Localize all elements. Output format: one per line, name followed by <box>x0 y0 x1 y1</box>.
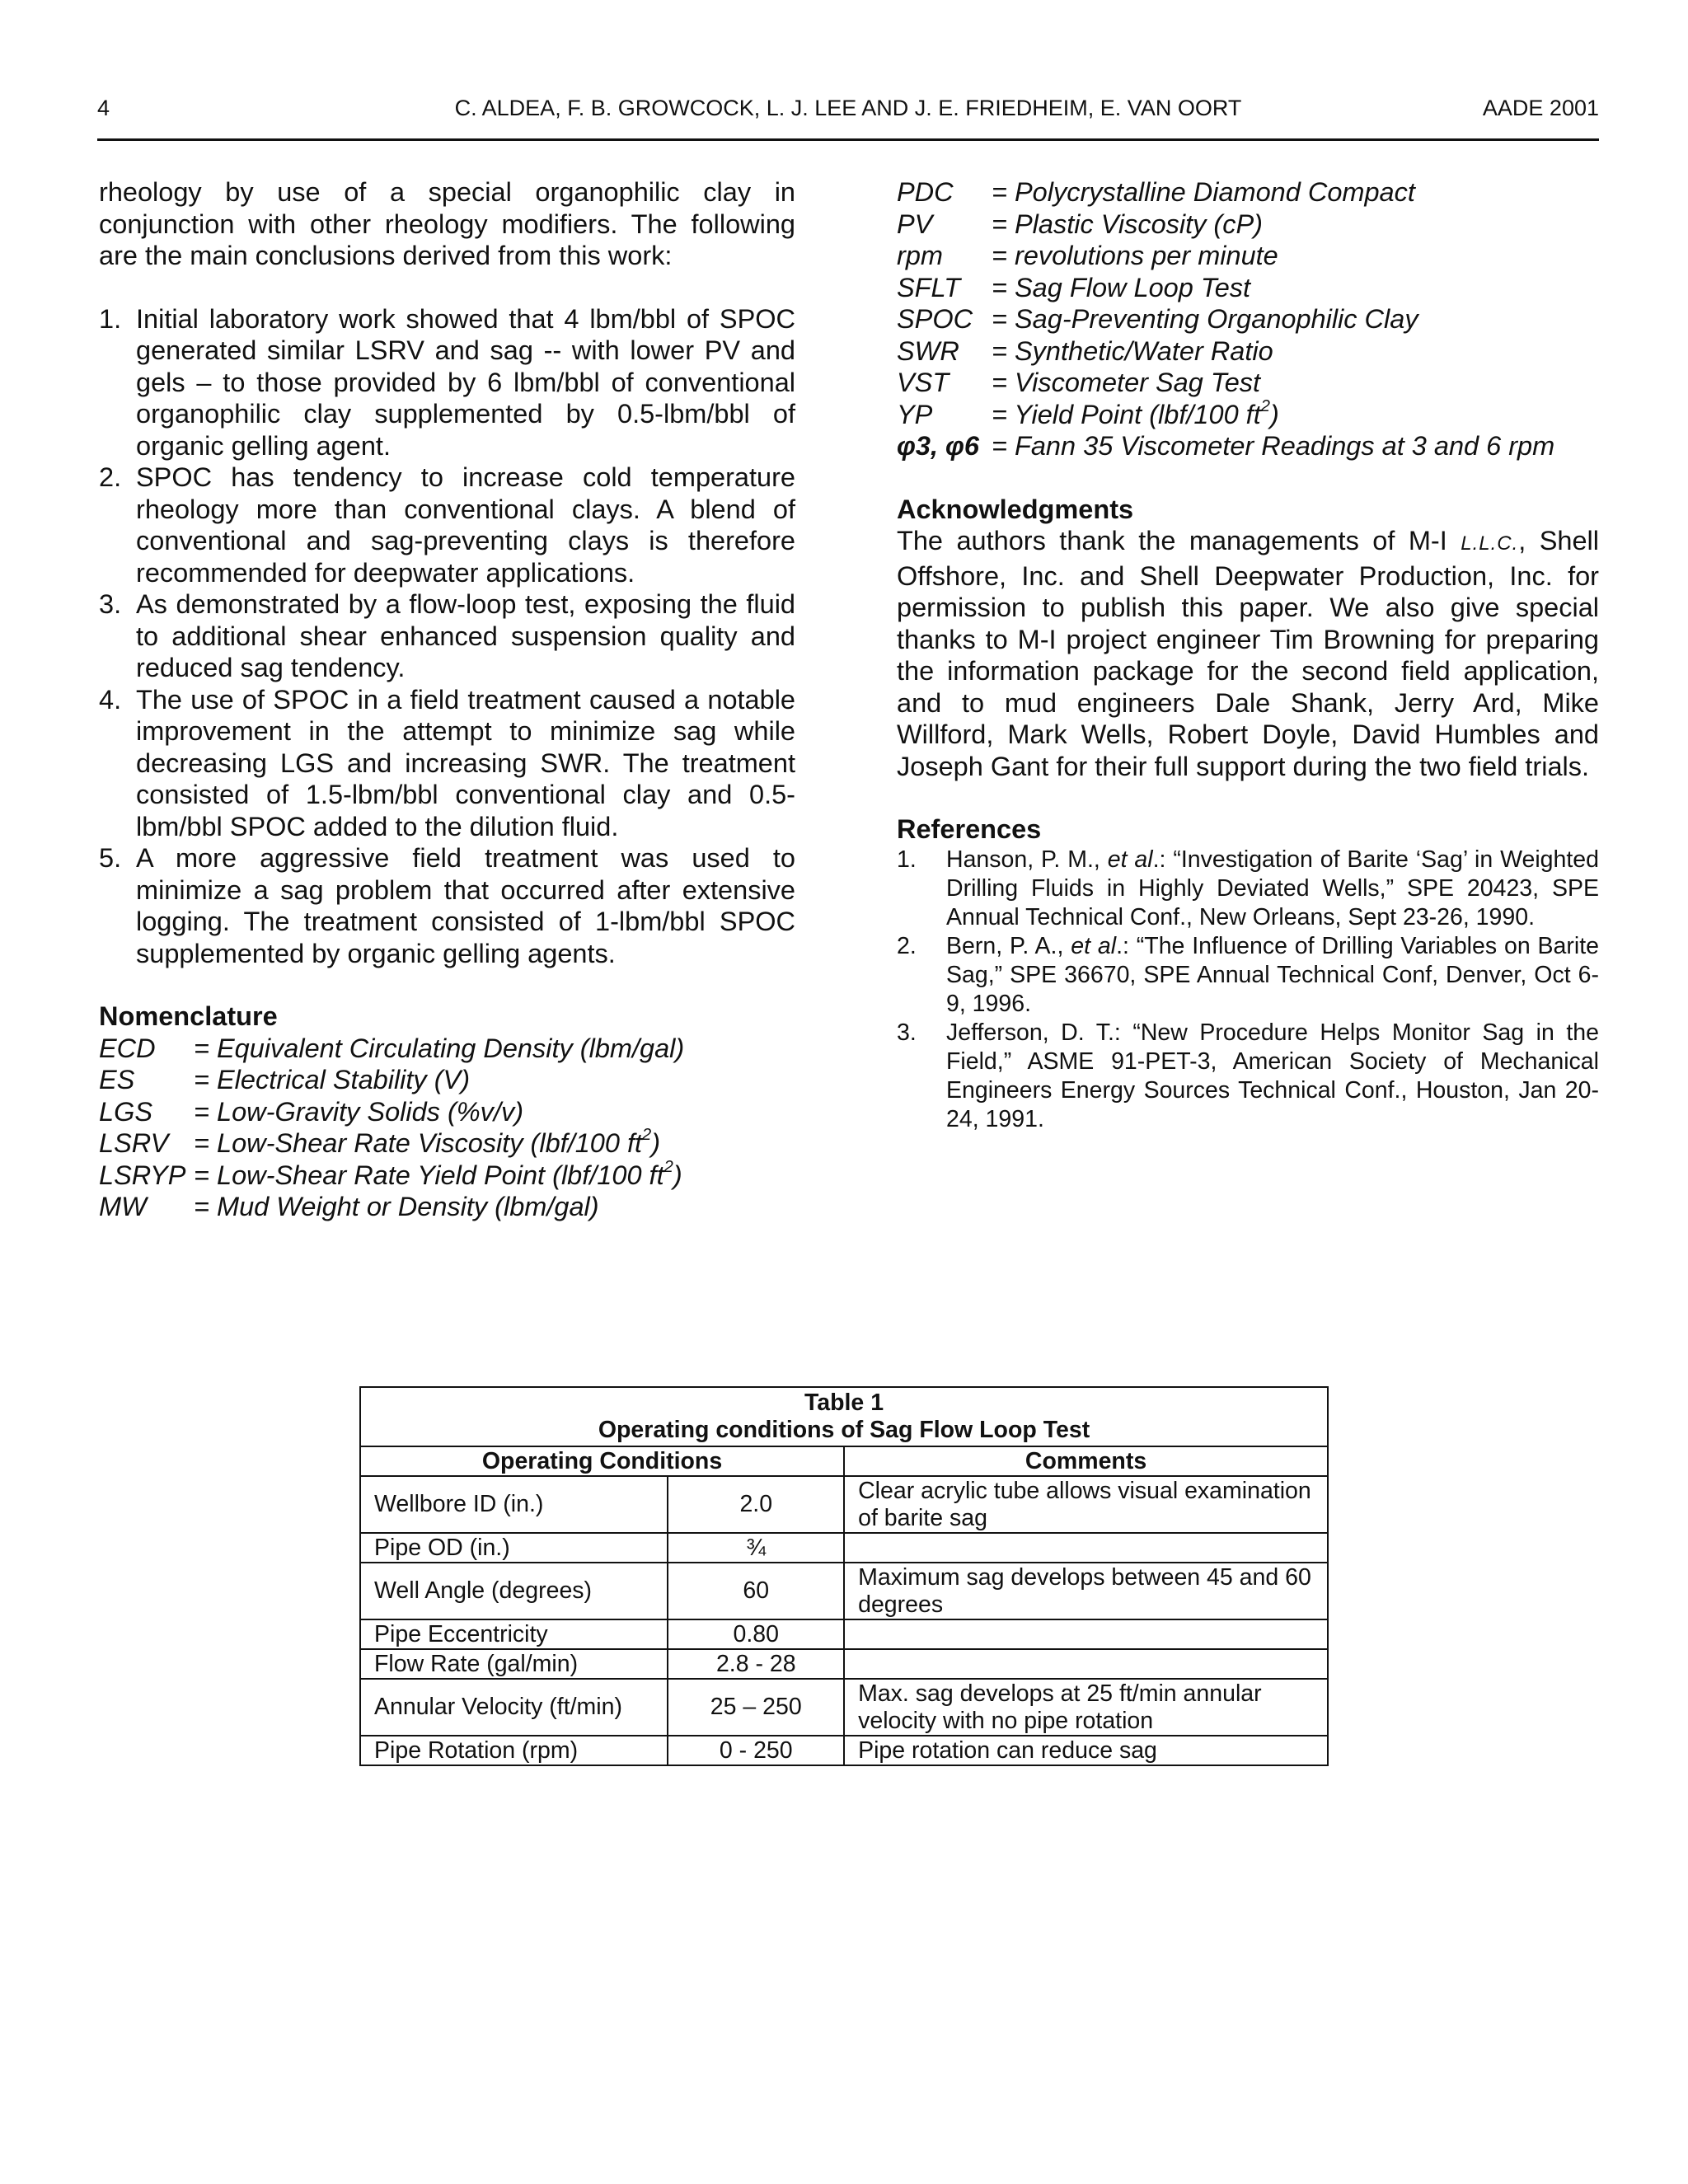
nomenclature-row: φ3, φ6 = Fann 35 Viscometer Readings at 3 and 6 rpm <box>897 431 1555 461</box>
nomenclature-row: VST = Viscometer Sag Test <box>897 368 1261 397</box>
column-header: Operating Conditions <box>360 1446 844 1476</box>
table-row: Well Angle (degrees) 60 Maximum sag develops between 45 and 60 degrees <box>360 1563 1328 1619</box>
nomenclature-list-left <box>99 1033 795 1223</box>
nomenclature-row: LSRYP = Low-Shear Rate Yield Point (lbf/100 $ft^2$) <box>99 1157 682 1190</box>
list-item: 3. As demonstrated by a flow-loop test, exposing the fluid to additional shear enhanced suspension quality and reduced sag tendency. <box>99 589 795 682</box>
nomenclature-row: PDC = Polycrystalline Diamond Compact <box>897 177 1415 207</box>
table-row: Flow Rate (gal/min) 2.8 - 28 <box>360 1649 1328 1679</box>
list-item: 5. A more aggressive field treatment was used to minimize a sag problem that occurred after extensive logging. The treatment consisted of 1-lbm/bbl SPOC supplemented by organic gelling agents. <box>99 843 795 968</box>
nomenclature-row: PV = Plastic Viscosity (cP) <box>897 209 1263 239</box>
list-item: 4. The use of SPOC in a field treatment caused a notable improvement in the attempt to minimize sag while decreasing LGS and increasing SWR. The treatment consisted of 1.5-lbm/bbl conventional clay and 0.5-lbm/bbl SPOC added to the dilution fluid. <box>99 684 795 841</box>
nomenclature-row: rpm = revolutions per minute <box>897 241 1278 270</box>
nomenclature-row: LGS = Low-Gravity Solids (%v/v) <box>99 1096 524 1127</box>
column-header: Comments <box>844 1446 1328 1476</box>
references-list <box>897 846 1599 1134</box>
list-item: 1. Initial laboratory work showed that 4 lbm/bbl of SPOC generated similar LSRV and sag -- with lower PV and gels – to those provided by 6 lbm/bbl of conventional organophilic clay supplemented by 0.5-lbm/bbl of organic gelling agent. <box>99 303 795 461</box>
list-item: 1. Hanson, P. M., et al.: “Investigation of Barite ‘Sag’ in Weighted Drilling Fluids in Highly Deviated Wells,” SPE 20423, SPE Annual Technical Conf., New Orleans, Sept 23-26, 1990. <box>897 846 1599 930</box>
references-heading: References <box>897 814 1042 844</box>
acknowledgments-heading: Acknowledgments <box>897 494 1134 524</box>
table-row: Annular Velocity (ft/min) 25 – 250 Max. sag develops at 25 ft/min annular velocity with no pipe rotation <box>360 1679 1328 1736</box>
left-column <box>99 176 795 1223</box>
page-number: 4 <box>97 96 110 120</box>
nomenclature-row: YP = Yield Point (lbf/100 $ft^2$) <box>897 396 1279 429</box>
intro-paragraph: rheology by use of a special organophilic clay in conjunction with other rheology modifiers. The following are the main conclusions derived from this work: <box>99 177 795 270</box>
nomenclature-row: LSRV = Low-Shear Rate Viscosity (lbf/100 $ft^2$) <box>99 1125 661 1158</box>
running-authors: C. ALDEA, F. B. GROWCOCK, L. J. LEE AND J. E. FRIEDHEIM, E. VAN OORT <box>454 96 1242 120</box>
acknowledgments-paragraph: The authors thank the managements of M-I L.L.C., Shell Offshore, Inc. and Shell Deepwater Production, Inc. for permission to publish this paper. We also give special thanks to M-I project engineer Tim Browning for preparing the information package for the second field application, and to mud engineers Dale Shank, Jerry Ard, Mike Willford, Mark Wells, Robert Doyle, David Humbles and Joseph Gant for their full support during the two field trials. <box>897 526 1599 781</box>
nomenclature-list-right <box>897 176 1599 462</box>
conference-label: AADE 2001 <box>1482 96 1599 120</box>
list-item: 3. Jefferson, D. T.: “New Procedure Helps Monitor Sag in the Field,” ASME 91-PET-3, American Society of Mechanical Engineers Energy Sources Technical Conf., Houston, Jan 20-24, 1991. <box>897 1019 1599 1132</box>
table-row: Wellbore ID (in.) 2.0 Clear acrylic tube allows visual examination of barite sag <box>360 1476 1328 1533</box>
table-caption: Table 1 Operating conditions of Sag Flow Loop Test <box>360 1387 1328 1446</box>
table-row: Pipe Eccentricity 0.80 <box>360 1619 1328 1649</box>
nomenclature-row: SPOC = Sag-Preventing Organophilic Clay <box>897 304 1418 334</box>
list-item: 2. SPOC has tendency to increase cold temperature rheology more than conventional clays. A blend of conventional and sag-preventing clays is therefore recommended for deepwater applications. <box>99 462 795 588</box>
operating-conditions-table <box>359 1386 1329 1766</box>
page-header <box>97 96 1599 129</box>
nomenclature-row: SFLT = Sag Flow Loop Test <box>897 272 1251 302</box>
table-row: Pipe Rotation (rpm) 0 - 250 Pipe rotation can reduce sag <box>360 1736 1328 1765</box>
nomenclature-row: MW = Mud Weight or Density (lbm/gal) <box>99 1192 599 1221</box>
nomenclature-row: SWR = Synthetic/Water Ratio <box>897 335 1273 366</box>
conclusions-list <box>99 303 795 970</box>
header-rule <box>97 138 1599 141</box>
nomenclature-row: ECD = Equivalent Circulating Density (lbm/gal) <box>99 1033 685 1063</box>
table-row: Pipe OD (in.) ¾ <box>360 1533 1328 1563</box>
nomenclature-heading: Nomenclature <box>99 1001 278 1031</box>
right-column <box>897 176 1599 1134</box>
list-item: 2. Bern, P. A., et al.: “The Influence of Drilling Variables on Barite Sag,” SPE 36670, SPE Annual Technical Conf, Denver, Oct 6-9, 1996. <box>897 932 1599 1017</box>
nomenclature-row: ES = Electrical Stability (V) <box>99 1065 471 1094</box>
